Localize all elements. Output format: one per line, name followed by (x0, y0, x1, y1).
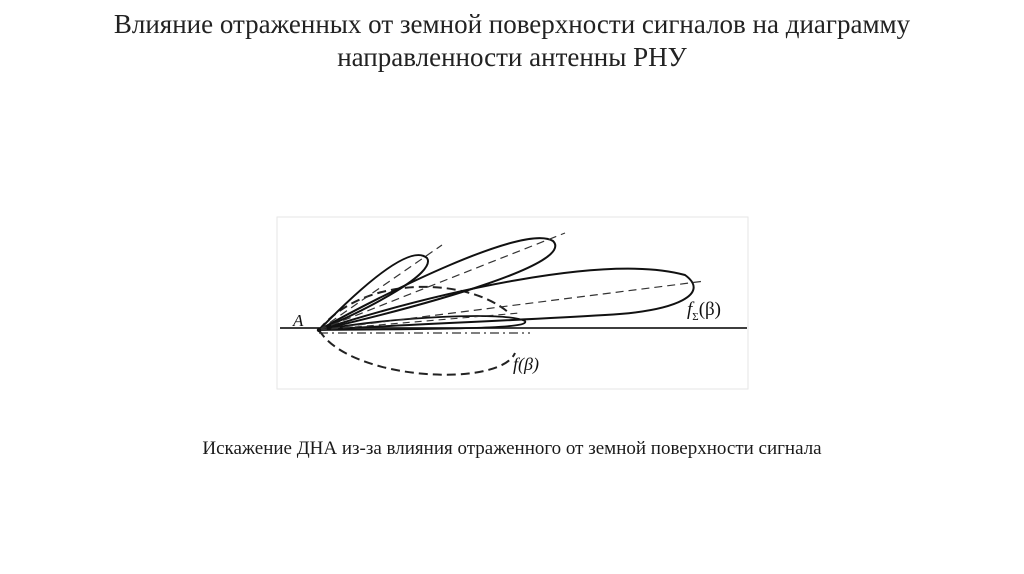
f-sigma-main: f (687, 299, 693, 320)
lobe-axis-upper (319, 233, 565, 330)
f-sigma-label (687, 299, 721, 323)
f-sigma-subscript: Σ (692, 311, 699, 323)
f-beta-lower-lobe (319, 330, 515, 375)
lobe-axis-main (319, 281, 705, 330)
slide-title-line-1: Влияние отраженных от земной поверхности сигналов на диаграмму (113, 9, 911, 39)
point-a-marker (317, 328, 321, 332)
slide-title-line-2: направленности антенны РНУ (337, 42, 687, 72)
radiation-pattern-diagram (275, 213, 750, 393)
side-lobe-upper (319, 238, 555, 330)
point-a-label: A (293, 311, 304, 330)
f-beta-label: f(β) (513, 354, 539, 374)
figure-caption: Искажение ДНА из-за влияния отраженного от земной поверхности сигнала (202, 438, 822, 459)
slide-title (0, 8, 1024, 74)
radiation-pattern-figure (275, 213, 750, 393)
f-sigma-argument: (β) (698, 299, 722, 320)
